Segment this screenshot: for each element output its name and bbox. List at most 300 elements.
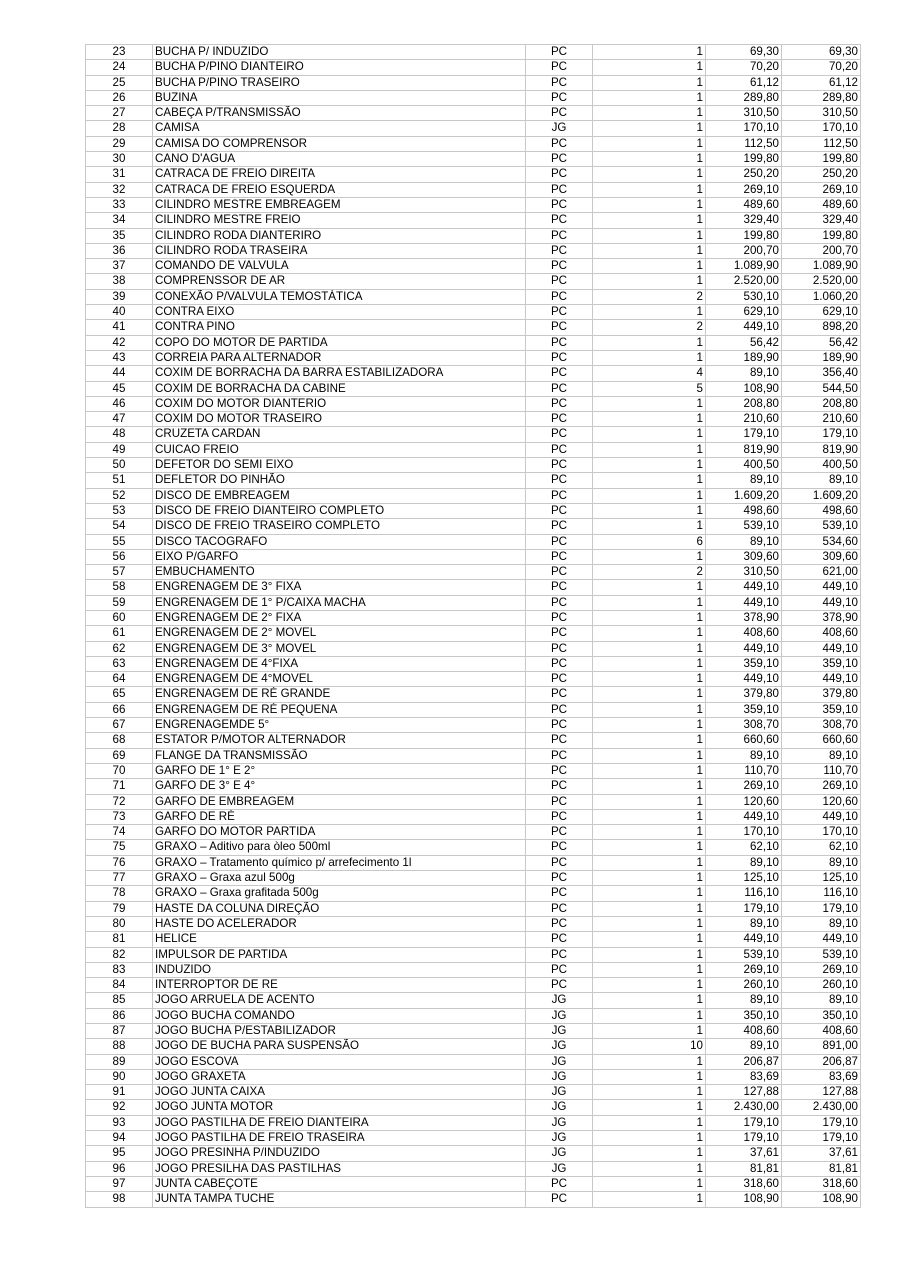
item-unit-cell: PC: [526, 871, 593, 886]
item-unit-price-cell: 449,10: [706, 320, 782, 335]
item-total-cell: 199,80: [782, 152, 861, 167]
item-quantity-cell: 1: [593, 580, 706, 595]
item-total-cell: 400,50: [782, 458, 861, 473]
item-quantity-cell: 1: [593, 60, 706, 75]
table-row: [86, 794, 861, 809]
item-description-cell: DISCO DE FREIO DIANTEIRO COMPLETO: [153, 503, 526, 518]
table-row: [86, 427, 861, 442]
item-description-cell: CONEXÃO P/VALVULA TEMOSTÁTICA: [153, 289, 526, 304]
item-unit-price-cell: 449,10: [706, 595, 782, 610]
item-unit-price-cell: 660,60: [706, 733, 782, 748]
table-row: [86, 121, 861, 136]
table-row: [86, 350, 861, 365]
item-unit-price-cell: 449,10: [706, 809, 782, 824]
item-unit-price-cell: 269,10: [706, 182, 782, 197]
item-quantity-cell: 1: [593, 167, 706, 182]
item-unit-cell: PC: [526, 565, 593, 580]
item-unit-price-cell: 208,80: [706, 396, 782, 411]
item-number-cell: 56: [86, 549, 153, 564]
item-number-cell: 61: [86, 626, 153, 641]
item-quantity-cell: 1: [593, 350, 706, 365]
item-quantity-cell: 2: [593, 565, 706, 580]
table-row: [86, 366, 861, 381]
table-row: [86, 901, 861, 916]
item-number-cell: 27: [86, 106, 153, 121]
item-unit-price-cell: 449,10: [706, 672, 782, 687]
item-total-cell: 125,10: [782, 871, 861, 886]
item-description-cell: CONTRA EIXO: [153, 305, 526, 320]
item-number-cell: 50: [86, 458, 153, 473]
item-total-cell: 260,10: [782, 978, 861, 993]
item-unit-cell: PC: [526, 626, 593, 641]
table-row: [86, 1100, 861, 1115]
table-row: [86, 840, 861, 855]
item-total-cell: 359,10: [782, 702, 861, 717]
table-row: [86, 534, 861, 549]
table-row: [86, 213, 861, 228]
item-description-cell: FLANGE DA TRANSMISSÃO: [153, 748, 526, 763]
item-unit-cell: PC: [526, 1192, 593, 1207]
item-quantity-cell: 1: [593, 641, 706, 656]
item-quantity-cell: 1: [593, 1161, 706, 1176]
item-unit-cell: PC: [526, 45, 593, 60]
item-number-cell: 23: [86, 45, 153, 60]
table-row: [86, 1131, 861, 1146]
item-quantity-cell: 4: [593, 366, 706, 381]
item-description-cell: GARFO DE 3° E 4°: [153, 779, 526, 794]
table-row: [86, 488, 861, 503]
item-unit-price-cell: 81,81: [706, 1161, 782, 1176]
table-row: [86, 289, 861, 304]
item-description-cell: ENGRENAGEM DE RÉ PEQUENA: [153, 702, 526, 717]
table-row: [86, 672, 861, 687]
item-number-cell: 24: [86, 60, 153, 75]
item-description-cell: GRAXO – Tratamento químico p/ arrefecimento 1l: [153, 855, 526, 870]
table-row: [86, 412, 861, 427]
item-total-cell: 308,70: [782, 718, 861, 733]
item-description-cell: GARFO DO MOTOR PARTIDA: [153, 825, 526, 840]
item-quantity-cell: 1: [593, 595, 706, 610]
item-quantity-cell: 1: [593, 825, 706, 840]
table-row: [86, 916, 861, 931]
table-row: [86, 442, 861, 457]
item-number-cell: 68: [86, 733, 153, 748]
item-unit-price-cell: 116,10: [706, 886, 782, 901]
item-number-cell: 41: [86, 320, 153, 335]
item-total-cell: 621,00: [782, 565, 861, 580]
item-unit-price-cell: 629,10: [706, 305, 782, 320]
table-row: [86, 1085, 861, 1100]
item-quantity-cell: 1: [593, 1008, 706, 1023]
table-row: [86, 106, 861, 121]
table-row: [86, 197, 861, 212]
item-unit-cell: PC: [526, 412, 593, 427]
table-row: [86, 75, 861, 90]
item-total-cell: 269,10: [782, 779, 861, 794]
item-unit-price-cell: 200,70: [706, 243, 782, 258]
item-quantity-cell: 1: [593, 1131, 706, 1146]
item-total-cell: 200,70: [782, 243, 861, 258]
table-row: [86, 687, 861, 702]
item-number-cell: 96: [86, 1161, 153, 1176]
item-quantity-cell: 1: [593, 549, 706, 564]
item-number-cell: 60: [86, 610, 153, 625]
item-quantity-cell: 1: [593, 427, 706, 442]
table-row: [86, 855, 861, 870]
item-total-cell: 408,60: [782, 626, 861, 641]
item-number-cell: 69: [86, 748, 153, 763]
item-description-cell: GARFO DE EMBREAGEM: [153, 794, 526, 809]
item-total-cell: 89,10: [782, 993, 861, 1008]
item-description-cell: CRUZETA CARDAN: [153, 427, 526, 442]
item-total-cell: 37,61: [782, 1146, 861, 1161]
item-total-cell: 408,60: [782, 1024, 861, 1039]
item-total-cell: 170,10: [782, 121, 861, 136]
item-unit-price-cell: 199,80: [706, 152, 782, 167]
item-total-cell: 69,30: [782, 45, 861, 60]
item-description-cell: JOGO GRAXETA: [153, 1069, 526, 1084]
item-description-cell: ENGRENAGEM DE 3° FIXA: [153, 580, 526, 595]
item-description-cell: EMBUCHAMENTO: [153, 565, 526, 580]
item-number-cell: 89: [86, 1054, 153, 1069]
item-description-cell: ENGRENAGEM DE 1° P/CAIXA MACHA: [153, 595, 526, 610]
item-unit-price-cell: 108,90: [706, 381, 782, 396]
item-unit-cell: PC: [526, 733, 593, 748]
table-row: [86, 702, 861, 717]
item-description-cell: INDUZIDO: [153, 962, 526, 977]
table-row: [86, 932, 861, 947]
item-total-cell: 89,10: [782, 748, 861, 763]
item-description-cell: JOGO BUCHA COMANDO: [153, 1008, 526, 1023]
item-quantity-cell: 1: [593, 121, 706, 136]
item-unit-price-cell: 89,10: [706, 1039, 782, 1054]
item-description-cell: EIXO P/GARFO: [153, 549, 526, 564]
item-quantity-cell: 1: [593, 1115, 706, 1130]
item-quantity-cell: 1: [593, 779, 706, 794]
table-row: [86, 152, 861, 167]
item-unit-cell: PC: [526, 886, 593, 901]
table-row: [86, 641, 861, 656]
table-row: [86, 243, 861, 258]
item-number-cell: 78: [86, 886, 153, 901]
item-unit-cell: PC: [526, 901, 593, 916]
item-unit-price-cell: 37,61: [706, 1146, 782, 1161]
item-unit-cell: PC: [526, 228, 593, 243]
item-description-cell: CILINDRO RODA DIANTERIRO: [153, 228, 526, 243]
item-quantity-cell: 1: [593, 396, 706, 411]
item-total-cell: 189,90: [782, 350, 861, 365]
item-unit-price-cell: 308,70: [706, 718, 782, 733]
item-total-cell: 1.609,20: [782, 488, 861, 503]
item-description-cell: COMANDO DE VALVULA: [153, 259, 526, 274]
item-description-cell: GRAXO – Graxa grafitada 500g: [153, 886, 526, 901]
item-quantity-cell: 1: [593, 458, 706, 473]
table-row: [86, 886, 861, 901]
item-total-cell: 206,87: [782, 1054, 861, 1069]
item-total-cell: 269,10: [782, 182, 861, 197]
item-unit-price-cell: 489,60: [706, 197, 782, 212]
item-unit-price-cell: 539,10: [706, 519, 782, 534]
item-quantity-cell: 1: [593, 1085, 706, 1100]
item-total-cell: 62,10: [782, 840, 861, 855]
item-description-cell: CUICAO FREIO: [153, 442, 526, 457]
item-number-cell: 58: [86, 580, 153, 595]
item-unit-price-cell: 310,50: [706, 565, 782, 580]
item-total-cell: 350,10: [782, 1008, 861, 1023]
item-unit-price-cell: 449,10: [706, 932, 782, 947]
item-unit-cell: PC: [526, 580, 593, 595]
item-unit-price-cell: 108,90: [706, 1192, 782, 1207]
table-row: [86, 182, 861, 197]
item-number-cell: 55: [86, 534, 153, 549]
item-total-cell: 309,60: [782, 549, 861, 564]
item-number-cell: 86: [86, 1008, 153, 1023]
item-description-cell: JOGO PRESINHA P/INDUZIDO: [153, 1146, 526, 1161]
item-description-cell: DEFETOR DO SEMI EIXO: [153, 458, 526, 473]
item-total-cell: 179,10: [782, 1131, 861, 1146]
item-unit-cell: PC: [526, 672, 593, 687]
item-description-cell: BUZINA: [153, 90, 526, 105]
item-quantity-cell: 10: [593, 1039, 706, 1054]
item-unit-price-cell: 449,10: [706, 641, 782, 656]
item-unit-price-cell: 127,88: [706, 1085, 782, 1100]
item-unit-cell: PC: [526, 978, 593, 993]
item-quantity-cell: 1: [593, 886, 706, 901]
item-number-cell: 30: [86, 152, 153, 167]
item-quantity-cell: 1: [593, 718, 706, 733]
item-unit-price-cell: 61,12: [706, 75, 782, 90]
item-description-cell: GRAXO – Graxa azul 500g: [153, 871, 526, 886]
table-row: [86, 1039, 861, 1054]
item-unit-cell: PC: [526, 213, 593, 228]
item-quantity-cell: 1: [593, 1069, 706, 1084]
item-number-cell: 49: [86, 442, 153, 457]
item-total-cell: 310,50: [782, 106, 861, 121]
item-unit-cell: PC: [526, 825, 593, 840]
item-unit-cell: PC: [526, 641, 593, 656]
table-row: [86, 1115, 861, 1130]
item-number-cell: 28: [86, 121, 153, 136]
item-total-cell: 2.430,00: [782, 1100, 861, 1115]
item-number-cell: 66: [86, 702, 153, 717]
item-description-cell: HASTE DA COLUNA DIREÇÃO: [153, 901, 526, 916]
table-row: [86, 978, 861, 993]
item-quantity-cell: 1: [593, 962, 706, 977]
item-description-cell: COMPRENSSOR DE AR: [153, 274, 526, 289]
item-unit-cell: PC: [526, 90, 593, 105]
item-unit-cell: PC: [526, 106, 593, 121]
item-quantity-cell: 1: [593, 978, 706, 993]
table-row: [86, 1161, 861, 1176]
item-description-cell: INTERROPTOR DE RE: [153, 978, 526, 993]
item-quantity-cell: 1: [593, 932, 706, 947]
table-row: [86, 136, 861, 151]
item-description-cell: ENGRENAGEM DE 4°FIXA: [153, 656, 526, 671]
item-description-cell: ENGRENAGEMDE 5°: [153, 718, 526, 733]
item-total-cell: 89,10: [782, 916, 861, 931]
item-unit-cell: PC: [526, 381, 593, 396]
item-quantity-cell: 1: [593, 473, 706, 488]
item-description-cell: JOGO BUCHA P/ESTABILIZADOR: [153, 1024, 526, 1039]
item-total-cell: 449,10: [782, 580, 861, 595]
item-number-cell: 70: [86, 763, 153, 778]
item-quantity-cell: 1: [593, 656, 706, 671]
item-total-cell: 61,12: [782, 75, 861, 90]
item-unit-price-cell: 89,10: [706, 748, 782, 763]
item-quantity-cell: 1: [593, 90, 706, 105]
item-quantity-cell: 1: [593, 687, 706, 702]
item-unit-price-cell: 69,30: [706, 45, 782, 60]
item-number-cell: 73: [86, 809, 153, 824]
item-unit-cell: PC: [526, 962, 593, 977]
item-unit-cell: JG: [526, 1069, 593, 1084]
item-number-cell: 81: [86, 932, 153, 947]
item-unit-price-cell: 310,50: [706, 106, 782, 121]
item-description-cell: JOGO PASTILHA DE FREIO DIANTEIRA: [153, 1115, 526, 1130]
item-unit-cell: JG: [526, 1161, 593, 1176]
item-number-cell: 87: [86, 1024, 153, 1039]
item-unit-price-cell: 56,42: [706, 335, 782, 350]
item-quantity-cell: 1: [593, 748, 706, 763]
item-unit-cell: PC: [526, 243, 593, 258]
item-number-cell: 71: [86, 779, 153, 794]
item-quantity-cell: 1: [593, 1176, 706, 1191]
item-unit-cell: PC: [526, 350, 593, 365]
item-number-cell: 53: [86, 503, 153, 518]
item-description-cell: CAMISA DO COMPRENSOR: [153, 136, 526, 151]
item-description-cell: JUNTA TAMPA TUCHE: [153, 1192, 526, 1207]
item-unit-cell: JG: [526, 1146, 593, 1161]
item-unit-cell: PC: [526, 932, 593, 947]
item-number-cell: 75: [86, 840, 153, 855]
item-unit-price-cell: 89,10: [706, 534, 782, 549]
item-description-cell: CAMISA: [153, 121, 526, 136]
table-row: [86, 1176, 861, 1191]
item-total-cell: 179,10: [782, 1115, 861, 1130]
item-quantity-cell: 1: [593, 442, 706, 457]
item-number-cell: 92: [86, 1100, 153, 1115]
item-quantity-cell: 5: [593, 381, 706, 396]
table-row: [86, 274, 861, 289]
item-total-cell: 379,80: [782, 687, 861, 702]
table-row: [86, 503, 861, 518]
item-unit-price-cell: 110,70: [706, 763, 782, 778]
item-unit-cell: PC: [526, 794, 593, 809]
item-unit-price-cell: 179,10: [706, 1115, 782, 1130]
item-total-cell: 250,20: [782, 167, 861, 182]
item-description-cell: BUCHA P/PINO DIANTEIRO: [153, 60, 526, 75]
item-description-cell: COXIM DO MOTOR DIANTERIO: [153, 396, 526, 411]
item-number-cell: 65: [86, 687, 153, 702]
table-row: [86, 779, 861, 794]
item-unit-price-cell: 62,10: [706, 840, 782, 855]
parts-price-table: [85, 44, 861, 1208]
item-unit-cell: PC: [526, 549, 593, 564]
item-unit-cell: PC: [526, 335, 593, 350]
item-number-cell: 38: [86, 274, 153, 289]
item-description-cell: DISCO TACOGRAFO: [153, 534, 526, 549]
item-quantity-cell: 1: [593, 75, 706, 90]
item-unit-cell: PC: [526, 152, 593, 167]
item-unit-price-cell: 89,10: [706, 993, 782, 1008]
table-row: [86, 549, 861, 564]
item-description-cell: CATRACA DE FREIO DIREITA: [153, 167, 526, 182]
item-total-cell: 449,10: [782, 672, 861, 687]
item-description-cell: ENGRENAGEM DE 2° MOVEL: [153, 626, 526, 641]
item-description-cell: ENGRENAGEM DE 2° FIXA: [153, 610, 526, 625]
item-description-cell: CORREIA PARA ALTERNADOR: [153, 350, 526, 365]
item-unit-price-cell: 400,50: [706, 458, 782, 473]
item-total-cell: 108,90: [782, 1192, 861, 1207]
item-unit-price-cell: 309,60: [706, 549, 782, 564]
item-number-cell: 51: [86, 473, 153, 488]
item-unit-price-cell: 206,87: [706, 1054, 782, 1069]
item-unit-cell: JG: [526, 1054, 593, 1069]
item-number-cell: 52: [86, 488, 153, 503]
item-description-cell: CATRACA DE FREIO ESQUERDA: [153, 182, 526, 197]
item-quantity-cell: 1: [593, 993, 706, 1008]
item-number-cell: 45: [86, 381, 153, 396]
item-unit-cell: PC: [526, 947, 593, 962]
item-unit-cell: PC: [526, 488, 593, 503]
item-description-cell: HASTE DO ACELERADOR: [153, 916, 526, 931]
item-unit-price-cell: 408,60: [706, 1024, 782, 1039]
item-quantity-cell: 6: [593, 534, 706, 549]
table-row: [86, 595, 861, 610]
item-total-cell: 449,10: [782, 809, 861, 824]
item-quantity-cell: 1: [593, 901, 706, 916]
item-unit-cell: PC: [526, 182, 593, 197]
table-row: [86, 748, 861, 763]
table-row: [86, 1008, 861, 1023]
item-unit-price-cell: 260,10: [706, 978, 782, 993]
item-number-cell: 25: [86, 75, 153, 90]
item-quantity-cell: 1: [593, 259, 706, 274]
item-number-cell: 47: [86, 412, 153, 427]
item-total-cell: 110,70: [782, 763, 861, 778]
item-unit-price-cell: 2.520,00: [706, 274, 782, 289]
table-row: [86, 1192, 861, 1207]
item-number-cell: 82: [86, 947, 153, 962]
item-number-cell: 95: [86, 1146, 153, 1161]
item-total-cell: 2.520,00: [782, 274, 861, 289]
item-unit-price-cell: 498,60: [706, 503, 782, 518]
item-quantity-cell: 1: [593, 152, 706, 167]
table-row: [86, 1054, 861, 1069]
item-unit-price-cell: 250,20: [706, 167, 782, 182]
item-quantity-cell: 1: [593, 871, 706, 886]
item-quantity-cell: 1: [593, 305, 706, 320]
item-unit-cell: JG: [526, 993, 593, 1008]
item-unit-price-cell: 83,69: [706, 1069, 782, 1084]
item-number-cell: 67: [86, 718, 153, 733]
table-row: [86, 90, 861, 105]
item-number-cell: 62: [86, 641, 153, 656]
item-number-cell: 84: [86, 978, 153, 993]
item-quantity-cell: 1: [593, 45, 706, 60]
table-row: [86, 580, 861, 595]
item-total-cell: 660,60: [782, 733, 861, 748]
item-unit-cell: PC: [526, 427, 593, 442]
item-quantity-cell: 1: [593, 840, 706, 855]
item-unit-price-cell: 379,80: [706, 687, 782, 702]
item-quantity-cell: 1: [593, 519, 706, 534]
item-description-cell: JOGO JUNTA MOTOR: [153, 1100, 526, 1115]
item-total-cell: 269,10: [782, 962, 861, 977]
table-row: [86, 320, 861, 335]
item-unit-cell: PC: [526, 136, 593, 151]
item-unit-cell: PC: [526, 305, 593, 320]
